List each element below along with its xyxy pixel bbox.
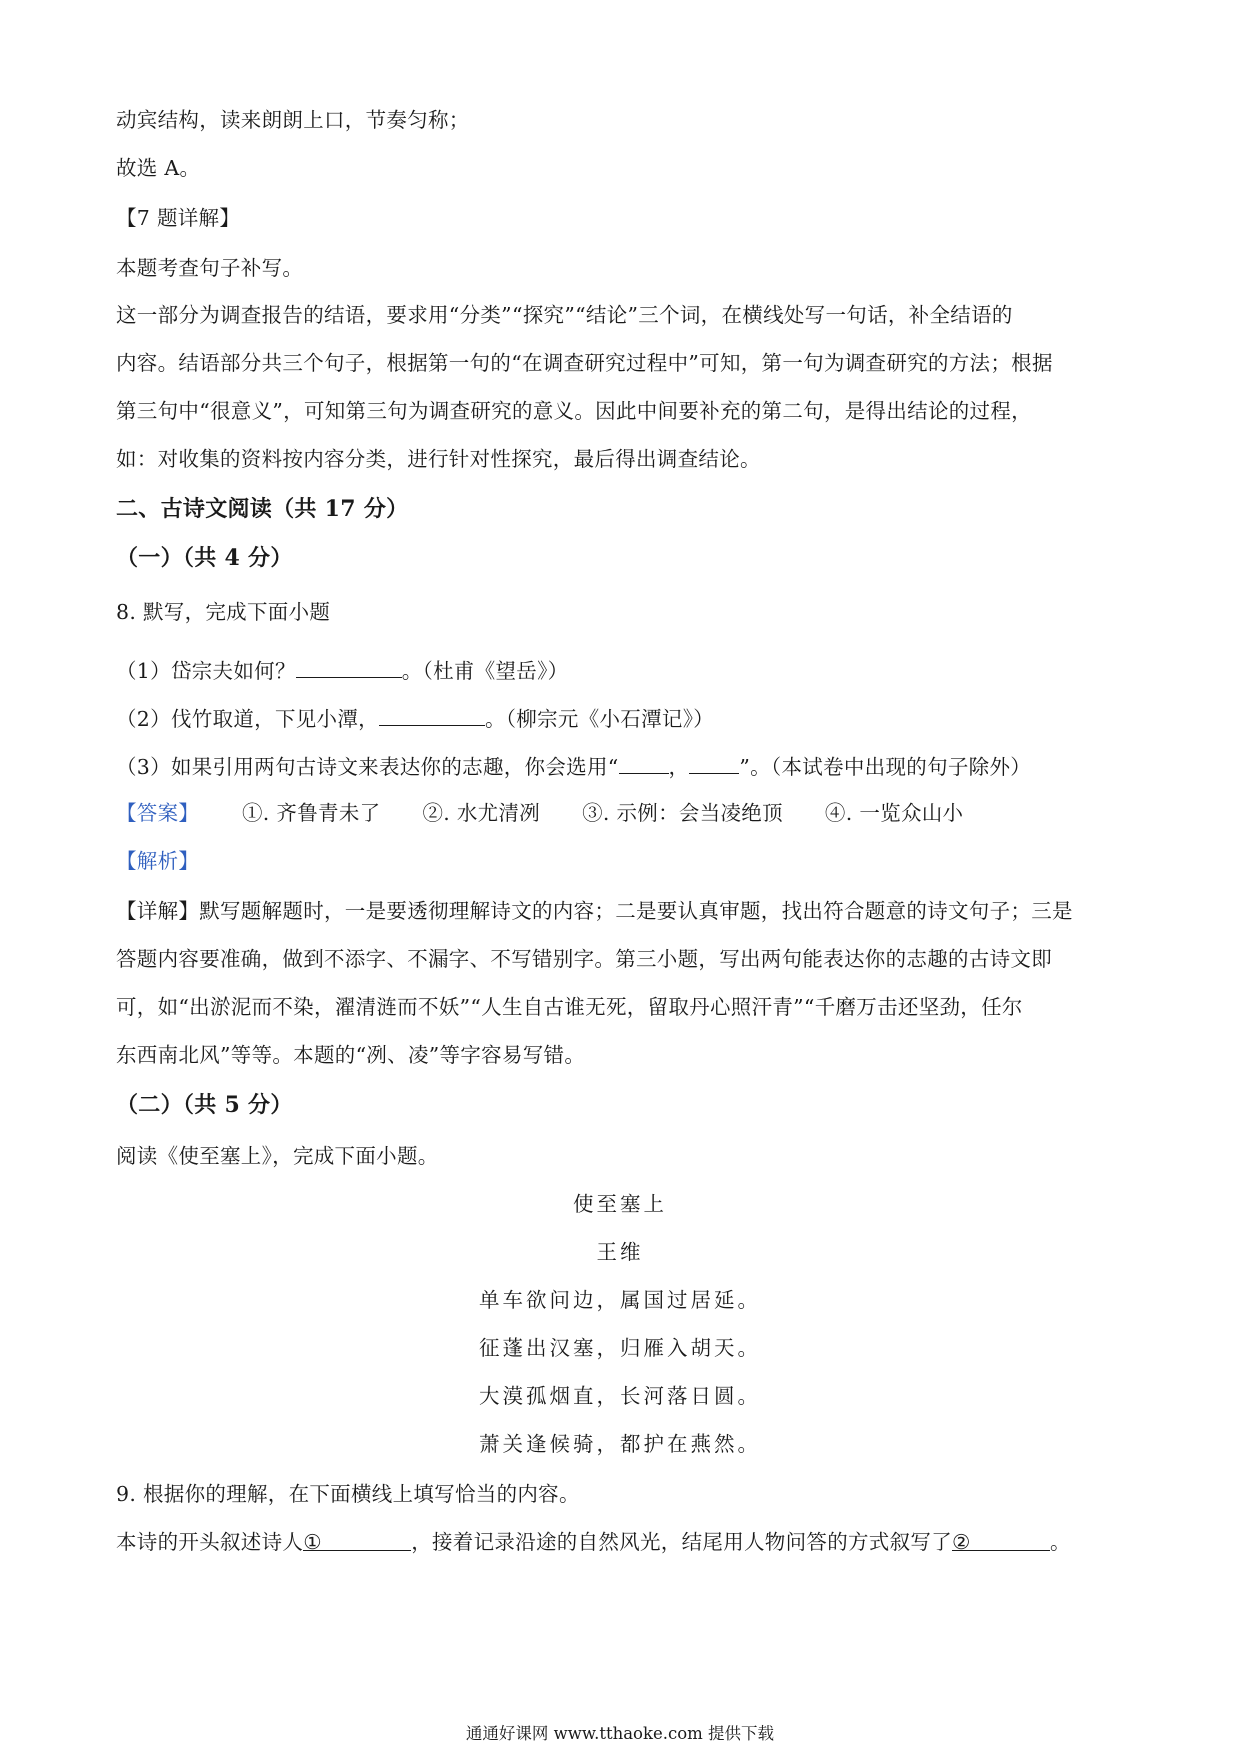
- reading-intro: 阅读《使至塞上》，完成下面小题。: [116, 1144, 439, 1168]
- poem-line: 萧关逢候骑，都护在燕然。: [479, 1432, 761, 1456]
- answer-blank: [296, 655, 402, 678]
- fill-text: ，接着记录沿途的自然风光，结尾用人物问答的方式叙写了: [411, 1530, 953, 1554]
- paragraph: 这一部分为调查报告的结语，要求用“分类”“探究”“结论”三个词，在横线处写一句话，补全结语的: [116, 303, 1013, 327]
- blank-marker: ①: [303, 1530, 322, 1554]
- answer-blank: [303, 1528, 411, 1554]
- paragraph: 本题考查句子补写。: [116, 256, 304, 280]
- item-text: （3）如果引用两句古诗文来表达你的志趣，你会选用“: [116, 755, 619, 779]
- comma: ，: [668, 755, 690, 779]
- subsection-heading-part2: （二）（共 5 分）: [116, 1092, 293, 1118]
- fill-text: 本诗的开头叙述诗人: [116, 1530, 304, 1554]
- answer-blank: [689, 751, 739, 774]
- analysis-paragraph: 东西南北风”等等。本题的“冽、凌”等字容易写错。: [116, 1043, 586, 1067]
- paragraph: 故选 A。: [116, 156, 201, 180]
- question-8-title: 8. 默写，完成下面小题: [116, 600, 331, 624]
- poem-line: 征蓬出汉塞，归雁入胡天。: [479, 1336, 761, 1360]
- item-source: 。（柳宗元《小石潭记》）: [484, 707, 715, 731]
- analysis-paragraph: 【详解】默写题解题时，一是要透彻理解诗文的内容；二是要认真审题，找出符合题意的诗文句子；三是: [116, 899, 1073, 923]
- answer-item: ①. 齐鲁青未了: [242, 801, 381, 825]
- paragraph: 动宾结构，读来朗朗上口，节奏匀称；: [116, 108, 470, 132]
- poem-line: 大漠孤烟直，长河落日圆。: [479, 1384, 761, 1408]
- poem-author: 王维: [596, 1240, 644, 1264]
- answer-label: 【答案】: [116, 801, 200, 825]
- poem-line: 单车欲问边，属国过居延。: [479, 1288, 761, 1312]
- analysis-label: 【解析】: [116, 849, 200, 873]
- answer-blank: [379, 703, 485, 726]
- poem-title: 使至塞上: [573, 1192, 667, 1216]
- paragraph: 内容。结语部分共三个句子，根据第一句的“在调查研究过程中”可知，第一句为调查研究的方法；根据: [116, 351, 1053, 375]
- answer-blank: [619, 751, 669, 774]
- analysis-paragraph: 可，如“出淤泥而不染，濯清涟而不妖”“人生自古谁无死，留取丹心照汗青”“千磨万击还坚劲，任尔: [116, 995, 1023, 1019]
- paragraph: 如：对收集的资料按内容分类，进行针对性探究，最后得出调查结论。: [116, 447, 761, 471]
- item-text: （1）岱宗夫如何？: [116, 659, 296, 683]
- subsection-heading-part1: （一）（共 4 分）: [116, 545, 293, 571]
- answer-item: ②. 水尤清冽: [422, 801, 541, 825]
- item-text: （2）伐竹取道，下见小潭，: [116, 707, 379, 731]
- question-9-title: 9. 根据你的理解，在下面横线上填写恰当的内容。: [116, 1482, 580, 1506]
- answer-blank: [952, 1528, 1050, 1554]
- item-source: 。（杜甫《望岳》）: [401, 659, 569, 683]
- answer-row: [116, 799, 1126, 827]
- analysis-paragraph: 答题内容要准确，做到不添字、不漏字、不写错别字。第三小题，写出两句能表达你的志趣的古诗文即: [116, 947, 1052, 971]
- answer-item: ③. 示例：会当凌绝顶: [582, 801, 783, 825]
- paragraph: 第三句中“很意义”，可知第三句为调查研究的意义。因此中间要补充的第二句，是得出结论的过程，: [116, 399, 1032, 423]
- answer-item: ④. 一览众山小: [824, 801, 964, 825]
- question-9-fill: [116, 1528, 1126, 1556]
- section-heading-ancient-poetry: 二、古诗文阅读（共 17 分）: [116, 496, 409, 522]
- question-7-detail-heading: 【7 题详解】: [116, 206, 241, 230]
- page-footer: 通通好课网 www.tthaoke.com 提供下载: [465, 1724, 775, 1743]
- question-8-item-2: [116, 703, 1126, 733]
- question-8-item-3: [116, 751, 1126, 781]
- blank-marker: ②: [952, 1530, 971, 1554]
- item-note: ”。（本试卷中出现的句子除外）: [739, 755, 1032, 779]
- fill-text: 。: [1050, 1530, 1071, 1554]
- question-8-item-1: [116, 655, 1126, 685]
